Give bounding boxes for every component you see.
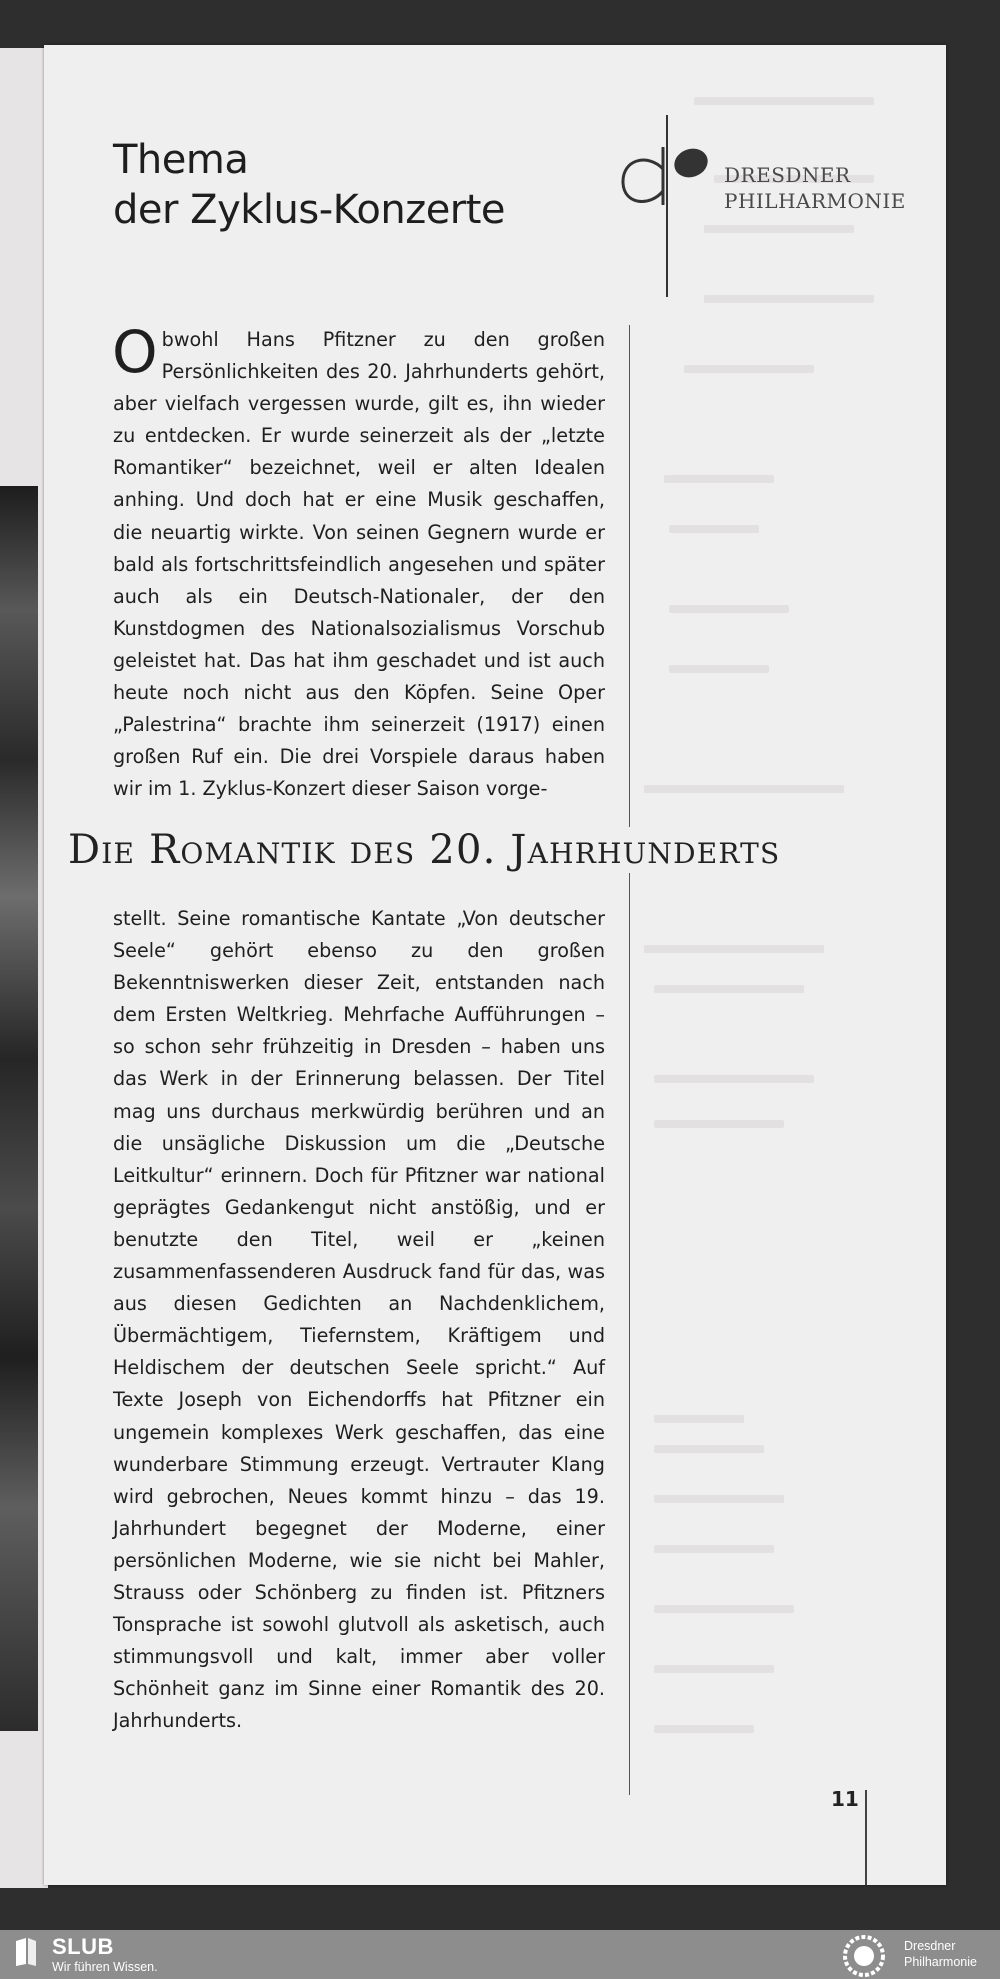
drop-cap: O bbox=[112, 318, 158, 386]
adjacent-page-photo bbox=[0, 486, 38, 1731]
partner-name bbox=[904, 1938, 977, 1970]
slub-book-icon bbox=[14, 1937, 38, 1967]
partner-name-line: Dresdner bbox=[904, 1939, 956, 1953]
title-line: der Zyklus-Konzerte bbox=[113, 187, 506, 233]
logo-line: PHILHARMONIE bbox=[724, 189, 906, 213]
page-number-rule bbox=[865, 1790, 867, 1885]
paragraph-text: bwohl Hans Pfitzner zu den großen Persönlichkeiten des 20. Jahrhunderts gehört, aber vielfach vergessen wurde, gilt es, ihn wieder zu entdecken. Er wurde seinerzeit als der „letzte Romantiker“ bezeichnet, weil er alten Idealen anhing. Und doch hat er eine Musik geschaffen, die neuartig wirkte. Von seinen Gegnern wurde er bald als fortschrittsfeindlich angesehen und später auch als ein Deutsch-Nationaler, der den Kunstdogmen des Nationalsozialismus Vorschub geleistet hat. Das hat ihm geschadet und ist auch heute noch nicht aus den Köpfen. Seine Oper „Palestrina“ brachte ihm seinerzeit (1917) einen großen Ruf ein. Die drei Vorspiele daraus haben wir im 1. Zyklus-Konzert dieser Saison vorge- bbox=[113, 328, 605, 801]
dp-monogram-icon bbox=[588, 87, 718, 297]
column-rule bbox=[629, 325, 630, 1795]
body-paragraph: stellt. Seine romantische Kantate „Von deutscher Seele“ gehört ebenso zu den großen Bekenntniswerken dieser Zeit, entstanden nach dem Ersten Weltkrieg. Mehrfache Aufführungen – so schon sehr frühzeitig in Dresden – haben uns das Werk in der Erinnerung belassen. Der Titel mag uns durchaus merkwürdig berühren und an die unsägliche Diskussion um die „Deutsche Leitkultur“ erinnern. Doch für Pfitzner war national geprägtes Gedankengut nicht anstößig, und er benutzte den Titel, weil er „keinen zusammenfassenderen Ausdruck fand für das, was aus diesen Gedichten an Nachdenklichem, Übermächtigem, Tiefernstem, Kräftigem und Heldischem der deutschen Seele spricht.“ Auf Texte Joseph von Eichendorffs hat Pfitzner ein ungemein komplexes Werk geschaffen, das eine wunderbare Stimmung erzeugt. Vertrauter Klang wird gebrochen, Neues kommt hinzu – das 19. Jahrhundert begegnet der Moderne, einer persönlichen Moderne, wie sie nicht bei Mahler, Strauss oder Schönberg zu finden ist. Pfitzners Tonsprache ist sowohl glutvoll als asketisch, auch stimmungsvoll und kalt, immer aber voller Schönheit ganz im Sinne einer Romantik des 20. Jahrhunderts. bbox=[113, 907, 605, 1733]
dresdner-philharmonie-logo bbox=[588, 87, 906, 297]
philharmonie-seal-icon bbox=[842, 1934, 886, 1978]
body-paragraph bbox=[112, 318, 605, 805]
library-slogan: Wir führen Wissen. bbox=[52, 1960, 158, 1974]
logo-wordmark bbox=[724, 162, 906, 214]
document-page bbox=[44, 45, 946, 1885]
page-title bbox=[113, 135, 505, 235]
footer-bar bbox=[0, 1930, 1000, 1979]
section-heading: Die Romantik des 20. Jahrhunderts bbox=[68, 827, 946, 873]
partner-name-line: Philharmonie bbox=[904, 1955, 977, 1969]
library-name: SLUB bbox=[52, 1934, 114, 1959]
logo-line: DRESDNER bbox=[724, 163, 851, 187]
page-number: 11 bbox=[831, 1787, 859, 1811]
title-line: Thema bbox=[113, 137, 249, 183]
